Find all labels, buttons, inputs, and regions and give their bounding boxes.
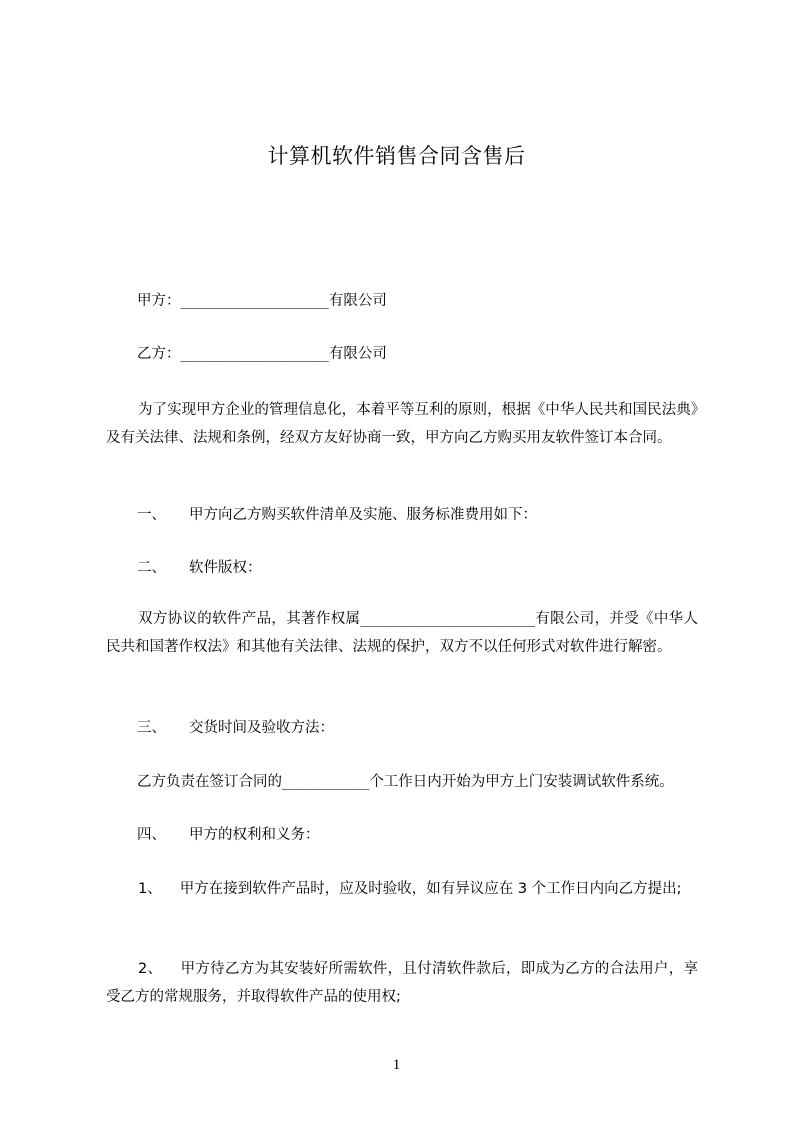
intro-paragraph: 为了实现甲方企业的管理信息化，本着平等互利的原则，根据《中华人民共和国民法典》及有关法律、法规和条例，经双方友好协商一致，甲方向乙方购买用友软件签订本合同。 bbox=[106, 402, 698, 446]
party-b-label: 乙方： bbox=[137, 346, 181, 362]
delivery-text-before: 乙方负责在签订合同的 bbox=[137, 774, 282, 790]
section-title: 交货时间及验收方法： bbox=[189, 720, 334, 736]
item-number: 1、 bbox=[138, 881, 162, 897]
party-a-blank: _________________ bbox=[180, 293, 329, 309]
party-a-label: 甲方： bbox=[137, 293, 181, 309]
page-number: 1 bbox=[392, 1057, 401, 1073]
section-3-heading bbox=[137, 716, 334, 740]
section-2-heading bbox=[137, 556, 262, 580]
party-b-blank: _________________ bbox=[180, 346, 329, 362]
section-4-heading bbox=[137, 823, 320, 847]
document-title: 计算机软件销售合同含售后 bbox=[267, 144, 526, 168]
delivery-text-after: 个工作日内开始为甲方上门安装调试软件系统。 bbox=[369, 774, 674, 790]
party-a-suffix: 有限公司 bbox=[328, 293, 387, 309]
section-1-heading bbox=[137, 503, 537, 527]
obligation-item-1 bbox=[106, 875, 698, 903]
item-number: 2、 bbox=[138, 961, 163, 977]
copyright-blank: ____________________ bbox=[360, 611, 535, 627]
copyright-paragraph bbox=[106, 605, 698, 661]
copyright-text-after: 有限公司，并受《中华人民共和国著作权法》和其他有关法律、法规的保护，双方不以任何形式对软件进行解密。 bbox=[106, 611, 699, 655]
delivery-line bbox=[137, 770, 674, 794]
item-text: 甲方待乙方为其安装好所需软件，且付清软件款后，即成为乙方的合法用户，享受乙方的常规服务，并取得软件产品的使用权; bbox=[106, 961, 698, 1005]
party-b-suffix: 有限公司 bbox=[328, 346, 387, 362]
section-title: 甲方向乙方购买软件清单及实施、服务标准费用如下： bbox=[189, 507, 537, 523]
section-title: 甲方的权利和义务： bbox=[189, 827, 320, 843]
copyright-text-before: 双方协议的软件产品，其著作权属 bbox=[138, 611, 361, 627]
section-number: 三、 bbox=[137, 720, 166, 736]
party-b-line bbox=[137, 342, 387, 366]
section-number: 四、 bbox=[137, 827, 166, 843]
delivery-blank: __________ bbox=[282, 774, 370, 790]
item-text: 甲方在接到软件产品时，应及时验收，如有异议应在 3 个工作日内向乙方提出; bbox=[179, 881, 682, 897]
section-number: 一、 bbox=[137, 507, 166, 523]
party-a-line bbox=[137, 289, 387, 313]
obligation-item-2 bbox=[106, 955, 698, 1011]
section-title: 软件版权： bbox=[189, 560, 262, 576]
section-number: 二、 bbox=[137, 560, 166, 576]
